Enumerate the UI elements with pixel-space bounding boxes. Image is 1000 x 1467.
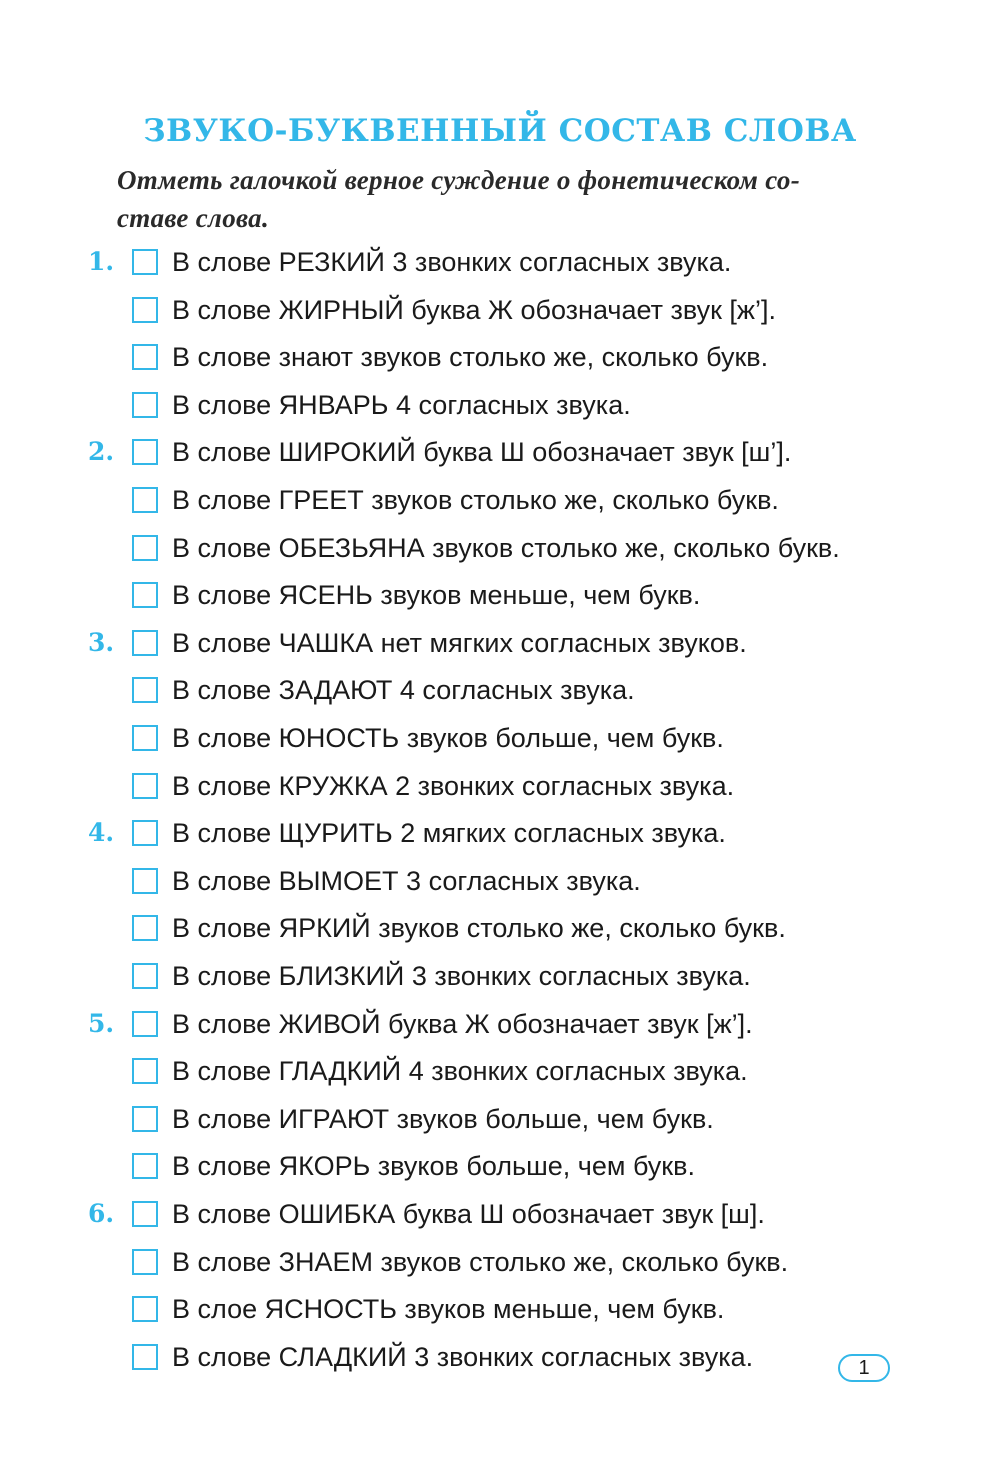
task-row [0,529,1000,569]
answer-checkbox[interactable] [132,820,158,846]
statement-text: В слове ЯСЕНЬ звуков меньше, чем букв. [172,580,701,610]
statement-text: В слове ОШИБКА буква Ш обозначает звук [ш]. [172,1199,765,1229]
answer-checkbox[interactable] [132,392,158,418]
statement-text: В слое ЯСНОСТЬ звуков меньше, чем букв. [172,1294,725,1324]
task-row [0,1005,1000,1045]
answer-checkbox[interactable] [132,1058,158,1084]
answer-checkbox[interactable] [132,773,158,799]
task-row [0,814,1000,854]
statement-text: В слове ЗАДАЮТ 4 согласных звука. [172,675,635,705]
answer-checkbox[interactable] [132,963,158,989]
task-row [0,624,1000,664]
statement-text: В слове ГЛАДКИЙ 4 звонких согласных звука. [172,1056,748,1086]
task-row [0,291,1000,331]
statement-text: В слове РЕЗКИЙ 3 звонких согласных звука. [172,247,732,277]
task-number: 1. [88,247,115,276]
answer-checkbox[interactable] [132,1249,158,1275]
task-row [0,767,1000,807]
statement-text: В слове ЧАШКА нет мягких согласных звуков. [172,628,747,658]
task-number: 3. [88,628,115,657]
answer-checkbox[interactable] [132,1296,158,1322]
statement-text: В слове ЯРКИЙ звуков столько же, сколько букв. [172,913,786,943]
task-number: 2. [88,437,115,466]
statement-text: В слове ЩУРИТЬ 2 мягких согласных звука. [172,818,726,848]
answer-checkbox[interactable] [132,1344,158,1370]
statement-text: В слове ШИРОКИЙ буква Ш обозначает звук [ш’]. [172,437,792,467]
task-row [0,1243,1000,1283]
statement-text: В слове ВЫМОЕТ 3 согласных звука. [172,866,641,896]
task-row [0,957,1000,997]
answer-checkbox[interactable] [132,439,158,465]
statement-text: В слове знают звуков столько же, сколько букв. [172,342,769,372]
task-row [0,719,1000,759]
instruction-line-2: ставе слова. [117,203,270,233]
answer-checkbox[interactable] [132,1106,158,1132]
answer-checkbox[interactable] [132,1011,158,1037]
task-number: 5. [88,1009,115,1038]
statement-text: В слове КРУЖКА 2 звонких согласных звука. [172,771,735,801]
answer-checkbox[interactable] [132,535,158,561]
task-row [0,1100,1000,1140]
statement-text: В слове ЮНОСТЬ звуков больше, чем букв. [172,723,724,753]
answer-checkbox[interactable] [132,725,158,751]
task-row [0,1195,1000,1235]
task-row [0,1290,1000,1330]
answer-checkbox[interactable] [132,868,158,894]
statement-text: В слове ЯКОРЬ звуков больше, чем букв. [172,1151,695,1181]
statement-text: В слове ЗНАЕМ звуков столько же, сколько букв. [172,1247,789,1277]
task-row [0,671,1000,711]
statement-text: В слове ЖИВОЙ буква Ж обозначает звук [ж’]. [172,1009,753,1039]
task-row [0,862,1000,902]
answer-checkbox[interactable] [132,1201,158,1227]
statement-text: В слове БЛИЗКИЙ 3 звонких согласных звука. [172,961,751,991]
answer-checkbox[interactable] [132,630,158,656]
statement-text: В слове ОБЕЗЬЯНА звуков столько же, сколько букв. [172,533,840,563]
task-row [0,576,1000,616]
statement-text: В слове ЖИРНЫЙ буква Ж обозначает звук [ж’]. [172,295,776,325]
task-row [0,481,1000,521]
task-number: 6. [88,1199,115,1228]
page-title: ЗВУКО-БУКВЕННЫЙ СОСТАВ СЛОВА [143,113,857,149]
task-row [0,909,1000,949]
statement-text: В слове ГРЕЕТ звуков столько же, сколько букв. [172,485,779,515]
statement-text: В слове ИГРАЮТ звуков больше, чем букв. [172,1104,714,1134]
answer-checkbox[interactable] [132,915,158,941]
answer-checkbox[interactable] [132,487,158,513]
answer-checkbox[interactable] [132,249,158,275]
task-row [0,243,1000,283]
task-row [0,433,1000,473]
instruction-line-1: Отметь галочкой верное суждение о фонетическом со- [117,165,800,195]
task-row [0,1052,1000,1092]
answer-checkbox[interactable] [132,582,158,608]
answer-checkbox[interactable] [132,297,158,323]
answer-checkbox[interactable] [132,1153,158,1179]
answer-checkbox[interactable] [132,677,158,703]
page-number: 1 [838,1354,890,1382]
task-row [0,338,1000,378]
statement-text: В слове СЛАДКИЙ 3 звонких согласных звука. [172,1342,754,1372]
task-number: 4. [88,818,115,847]
task-row [0,1147,1000,1187]
statement-text: В слове ЯНВАРЬ 4 согласных звука. [172,390,631,420]
task-row [0,386,1000,426]
answer-checkbox[interactable] [132,344,158,370]
